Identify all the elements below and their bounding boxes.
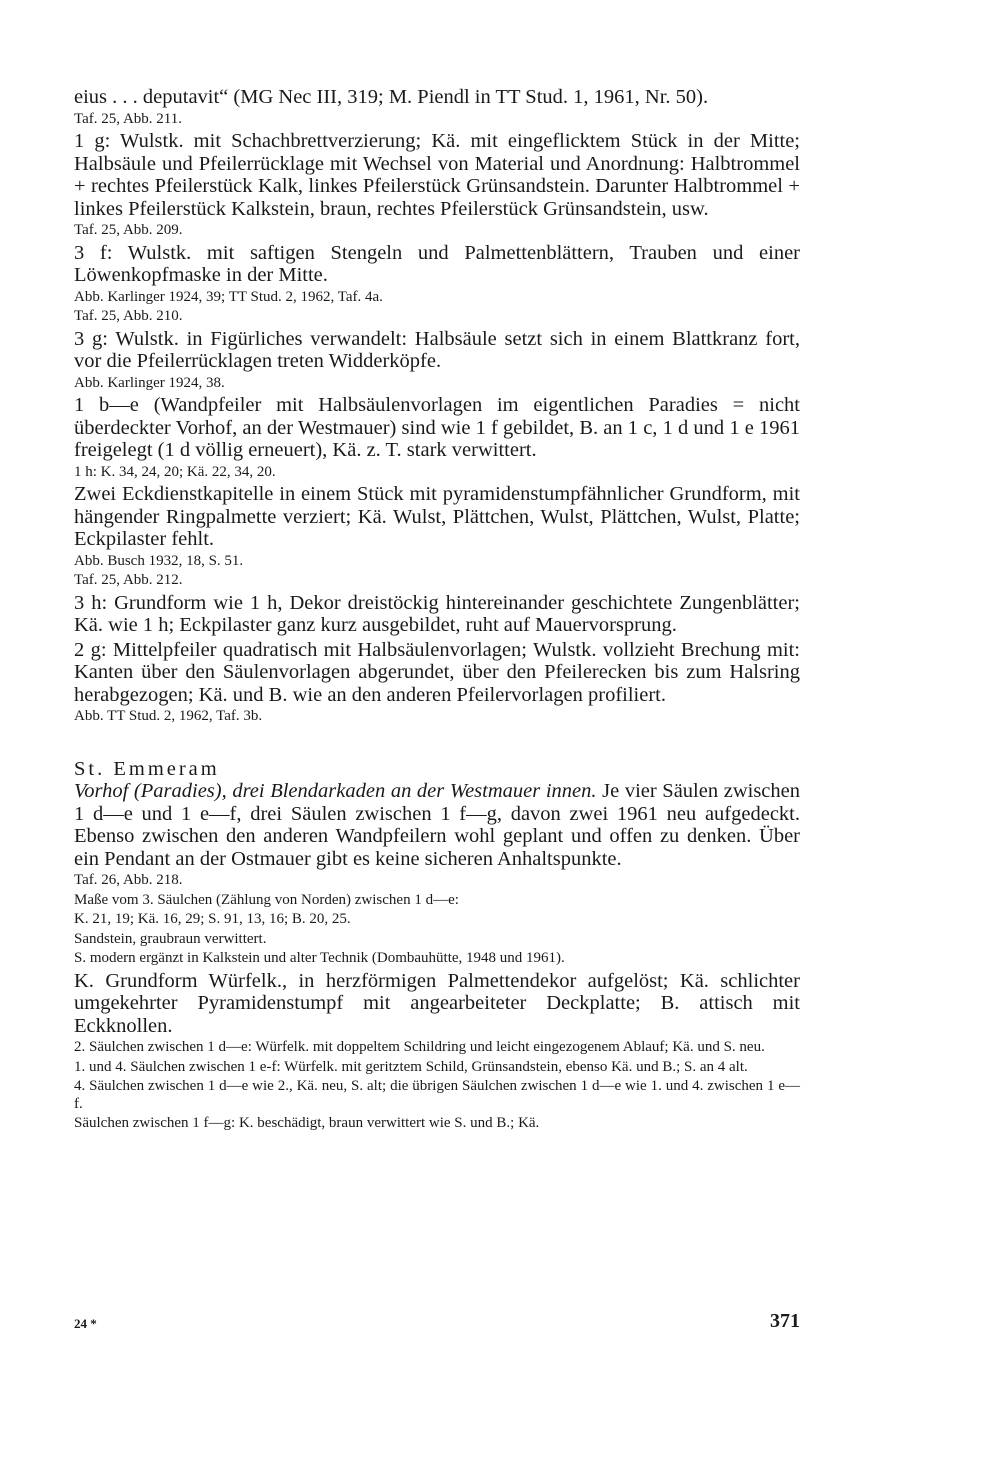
- paragraph: Maße vom 3. Säulchen (Zählung von Norden) zwischen 1 d—e:: [74, 891, 459, 908]
- signature-mark: 24 *: [74, 1316, 97, 1331]
- paragraph: 1. und 4. Säulchen zwischen 1 e-f: Würfelk. mit geritztem Schild, Grünsandstein, ebenso Kä. und B.; S. an 4 alt.: [74, 1058, 748, 1075]
- paragraph: 2 g: Mittelpfeiler quadratisch mit Halbsäulenvorlagen; Wulstk. vollzieht Brechung mit: Kanten über den Säulenvorlagen abgerundet, über den Pfeilerecken bis zum Halsring herabgezogen; Kä. und B. wie an den anderen Pfeilervorlagen profiliert.: [74, 638, 800, 706]
- paragraph: Abb. Karlinger 1924, 39; TT Stud. 2, 1962, Taf. 4a.: [74, 288, 383, 305]
- page-body: [74, 86, 800, 1135]
- paragraph: 1 g: Wulstk. mit Schachbrettverzierung; Kä. mit eingeflicktem Stück in der Mitte; Halbsäule und Pfeilerrücklage mit Wechsel von Material und Anordnung: Halbtrommel + rechtes Pfeilerstück Kalk, linkes Pfeilerstück Grünsandstein. Darunter Halbtrommel + linkes Pfeilerstück Kalkstein, braun, rechtes Pfeilerstück Grünsandstein, usw.: [74, 130, 800, 220]
- paragraph: Taf. 25, Abb. 210.: [74, 308, 183, 324]
- intro-italic: Vorhof (Paradies), drei Blendarkaden an der Westmauer innen.: [74, 780, 597, 802]
- paragraph: 3 h: Grundform wie 1 h, Dekor dreistöckig hintereinander geschichtete Zungenblätter; Kä. wie 1 h; Eckpilaster ganz kurz ausgebildet, ruht auf Mauervorsprung.: [74, 591, 800, 636]
- paragraph: Taf. 25, Abb. 209.: [74, 222, 183, 238]
- paragraph: K. 21, 19; Kä. 16, 29; S. 91, 13, 16; B. 20, 25.: [74, 911, 351, 927]
- paragraph: Abb. TT Stud. 2, 1962, Taf. 3b.: [74, 708, 263, 724]
- page-number: 371: [770, 1310, 800, 1332]
- paragraph: S. modern ergänzt in Kalkstein und alter Technik (Dombauhütte, 1948 und 1961).: [74, 950, 565, 966]
- intro-rest: Je vier Säulen zwischen 1 d—e und 1 e—f, drei Säulen zwischen 1 f—g, davon zwei 1961 neu aufgedeckt. Ebenso zwischen den anderen Wandpfeilern wohl geplant und offen zu denken. Über ein Pendant an der Ostmauer gibt es keine sicheren Anhaltspunkte.: [74, 780, 800, 870]
- paragraph: K. Grundform Würfelk., in herzförmigen Palmettendekor aufgelöst; Kä. schlichter umgekehrter Pyramidenstumpf mit angearbeiteter Deckplatte; B. attisch mit Eckknollen.: [74, 969, 800, 1037]
- paragraph: Säulchen zwischen 1 f—g: K. beschädigt, braun verwittert wie S. und B.; Kä.: [74, 1115, 540, 1131]
- section-heading: St. Emmeram: [74, 757, 220, 780]
- paragraph: Taf. 25, Abb. 211.: [74, 110, 182, 127]
- page-footer: [74, 1310, 800, 1334]
- paragraph: 2. Säulchen zwischen 1 d—e: Würfelk. mit doppeltem Schildring und leicht eingezogenem Ablauf; Kä. und S. neu.: [74, 1039, 765, 1055]
- paragraph: 3 f: Wulstk. mit saftigen Stengeln und Palmettenblättern, Trauben und einer Löwenkopfmaske in der Mitte.: [74, 241, 800, 286]
- paragraph: Zwei Eckdienstkapitelle in einem Stück mit pyramidenstumpfähnlicher Grundform, mit hängender Ringpalmette verziert; Kä. Wulst, Plättchen, Wulst, Plättchen, Wulst, Platte; Eckpilaster fehlt.: [74, 483, 800, 550]
- paragraph: 1 b—e (Wandpfeiler mit Halbsäulenvorlagen im eigentlichen Paradies = nicht überdeckter Vorhof, an der Westmauer) sind wie 1 f gebildet, B. an 1 c, 1 d und 1 e 1961 freigelegt (1 d völlig erneuert), Kä. z. T. stark verwittert.: [74, 394, 800, 461]
- paragraph: 4. Säulchen zwischen 1 d—e wie 2., Kä. neu, S. alt; die übrigen Säulchen zwischen 1 d—e wie 1. und 4. zwischen 1 e—f.: [74, 1078, 800, 1112]
- paragraph: Taf. 26, Abb. 218.: [74, 872, 183, 888]
- text-block-upper: [74, 86, 800, 726]
- text-block-lower: [74, 872, 800, 1133]
- paragraph: Sandstein, graubraun verwittert.: [74, 930, 267, 947]
- paragraph: Abb. Busch 1932, 18, S. 51.: [74, 552, 244, 569]
- paragraph: Abb. Karlinger 1924, 38.: [74, 374, 225, 391]
- paragraph: eius . . . deputavit“ (MG Nec III, 319; M. Piendl in TT Stud. 1, 1961, Nr. 50).: [74, 86, 709, 108]
- section-intro: [74, 780, 800, 870]
- paragraph: 3 g: Wulstk. in Figürliches verwandelt: Halbsäule setzt sich in einem Blattkranz fort, vor die Pfeilerrücklagen treten Widderköpfe.: [74, 327, 800, 372]
- paragraph: 1 h: K. 34, 24, 20; Kä. 22, 34, 20.: [74, 463, 276, 480]
- paragraph: Taf. 25, Abb. 212.: [74, 572, 183, 588]
